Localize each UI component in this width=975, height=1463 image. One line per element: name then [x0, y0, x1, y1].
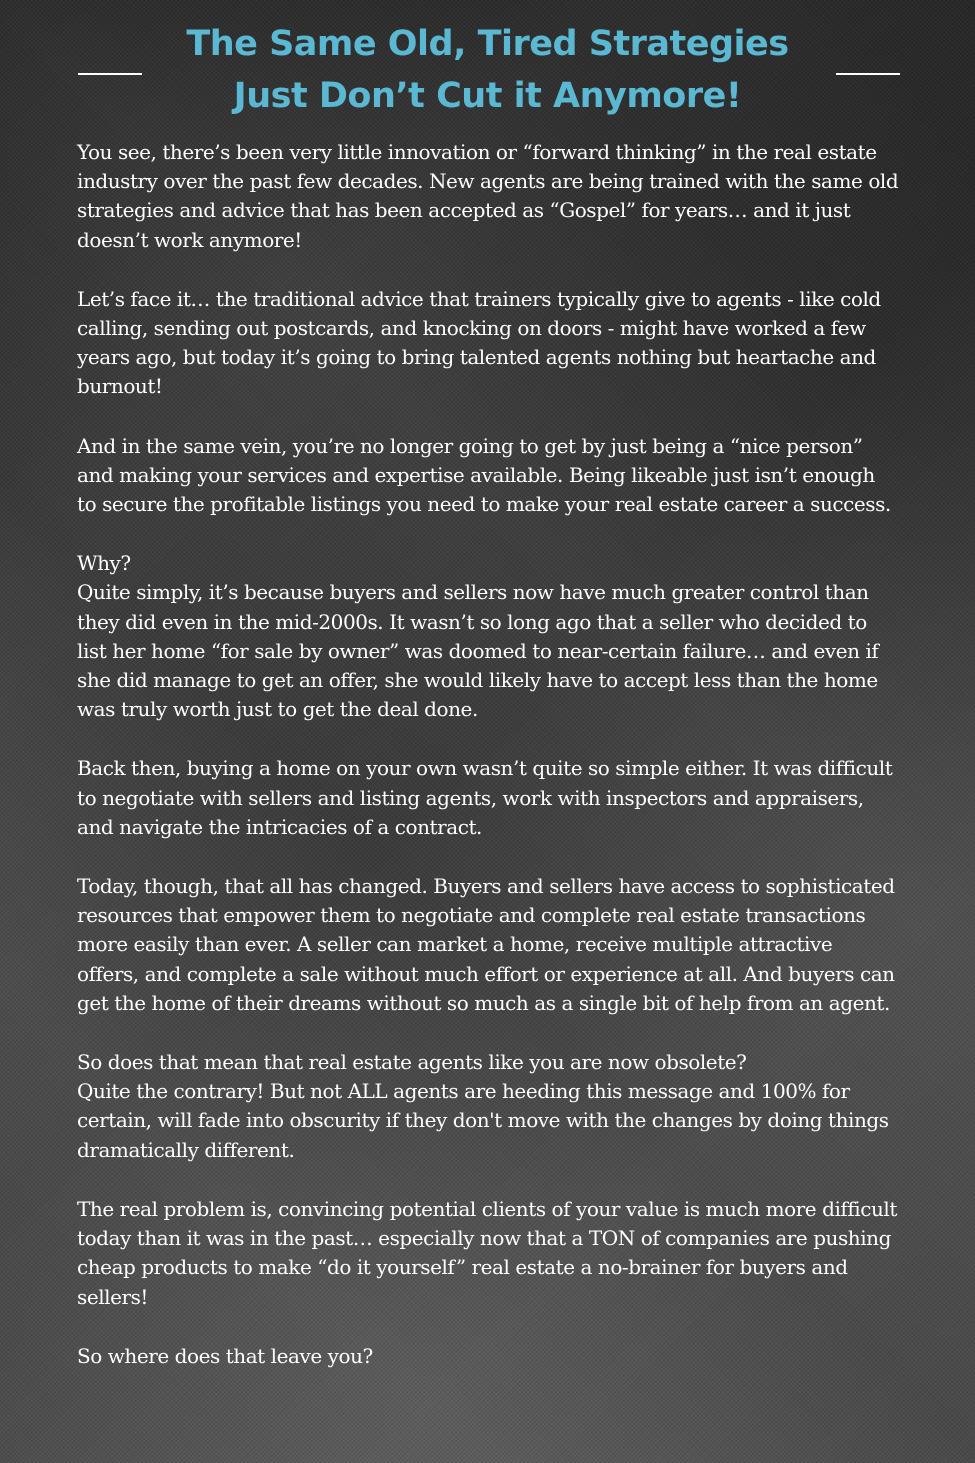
title-line-2: Just Don’t Cut it Anymore!	[233, 76, 742, 116]
article-body	[77, 138, 899, 1401]
left-divider-rule	[78, 73, 142, 75]
paragraph-5: Back then, buying a home on your own wasn’t quite so simple either. It was difficult to negotiate with sellers and listing agents, work with inspectors and appraisers, and navigate the intricacies of a contract.	[77, 756, 893, 839]
paragraph-9: So where does that leave you?	[77, 1343, 373, 1368]
paragraph-3: And in the same vein, you’re no longer going to get by just being a “nice person” and making your services and expertise available. Being likeable just isn’t enough to secure the profitable listings you need to make your real estate career a success.	[77, 433, 891, 517]
title-line-1: The Same Old, Tired Strategies	[186, 24, 789, 64]
paragraph-7	[77, 1048, 899, 1165]
paragraph-1: You see, there’s been very little innovation or “forward thinking” in the real estate industry over the past few decades. New agents are being trained with the same old strategies and advice that has been accepted as “Gospel” for years… and it just doesn’t work anymore!	[77, 140, 899, 252]
header	[0, 18, 975, 128]
paragraph-2: Let’s face it… the traditional advice that trainers typically give to agents - like cold calling, sending out postcards, and knocking on doors - might have worked a few years ago, but today it’s going to bring talented agents nothing but heartache and burnout!	[77, 286, 881, 399]
paragraph-4	[77, 549, 899, 724]
paragraph-4-question: Why?	[77, 551, 131, 576]
paragraph-7-answer: Quite the contrary! But not ALL agents are heeding this message and 100% for certain, will fade into obscurity if they don't move with the changes by doing things dramatically different.	[77, 1079, 889, 1162]
paragraph-8: The real problem is, convincing potential clients of your value is much more difficult today than it was in the past… especially now that a TON of companies are pushing cheap products to make “do it yourself” real estate a no-brainer for buyers and sellers!	[77, 1196, 897, 1309]
right-divider-rule	[836, 73, 900, 75]
page-title	[150, 18, 825, 122]
paragraph-6: Today, though, that all has changed. Buyers and sellers have access to sophisticated resources that empower them to negotiate and complete real estate transactions more easily than ever. A seller can market a home, receive multiple attractive offers, and complete a sale without much effort or experience at all. And buyers can get the home of their dreams without so much as a single bit of help from an agent.	[77, 874, 895, 1015]
paragraph-4-answer: Quite simply, it’s because buyers and sellers now have much greater control than they did even in the mid-2000s. It wasn’t so long ago that a seller who decided to list her home “for sale by owner” was doomed to near-certain failure… and even if she did manage to get an offer, she would likely have to accept less than the home was truly worth just to get the deal done.	[77, 580, 879, 722]
paragraph-7-question: So does that mean that real estate agents like you are now obsolete?	[77, 1050, 747, 1075]
